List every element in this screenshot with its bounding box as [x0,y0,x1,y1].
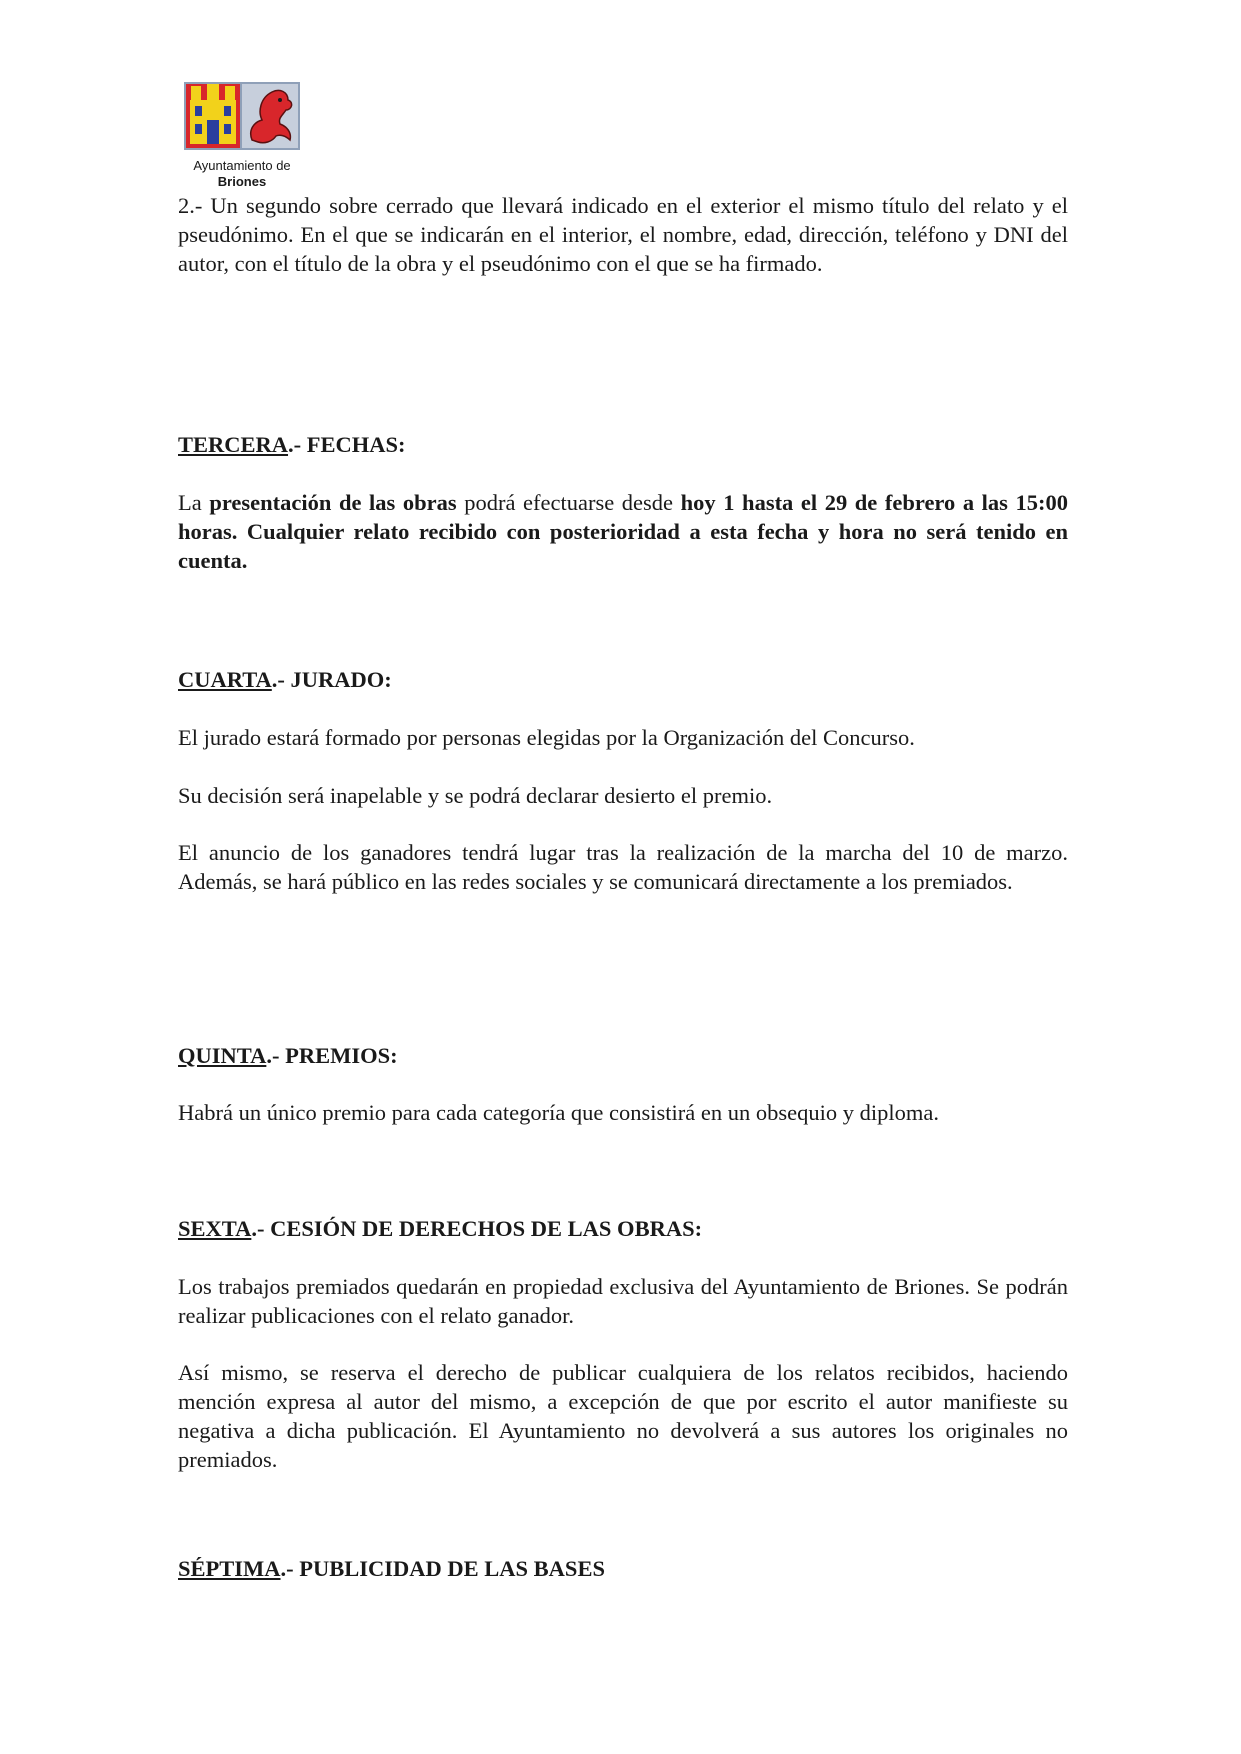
logo-caption-line2: Briones [217,174,267,189]
heading-label: SÉPTIMA [178,1556,281,1581]
cuarta-paragraph-3: El anuncio de los ganadores tendrá lugar tras la realización de la marcha del 10 de marzo. Además, se hará público en las redes sociales y se comunicará directamente a los premiados. [178,840,1068,894]
heading-title: .- FECHAS: [288,432,406,457]
intro-paragraph: 2.- Un segundo sobre cerrado que llevará indicado en el exterior el mismo título del relato y el pseudónimo. En el que se indicarán en el interior, el nombre, edad, dirección, teléfono y DNI del autor, con el título de la obra y el pseudónimo con el que se ha firmado. [178,193,1068,276]
text-run: La [178,490,210,515]
quinta-paragraph: Habrá un único premio para cada categoría que consistirá en un obsequio y diploma. [178,1100,939,1125]
coat-of-arms-icon [182,80,302,152]
heading-label: SEXTA [178,1216,252,1241]
sexta-paragraph-1: Los trabajos premiados quedarán en propiedad exclusiva del Ayuntamiento de Briones. Se podrán realizar publicaciones con el relato ganador. [178,1274,1068,1328]
heading-label: QUINTA [178,1043,267,1068]
cuarta-paragraph-2: Su decisión será inapelable y se podrá declarar desierto el premio. [178,783,773,808]
cuarta-paragraph-1: El jurado estará formado por personas elegidas por la Organización del Concurso. [178,725,915,750]
heading-title: .- PREMIOS: [266,1043,398,1068]
logo-caption-line1: Ayuntamiento de [193,158,291,173]
sexta-paragraph-2: Así mismo, se reserva el derecho de publicar cualquiera de los relatos recibidos, haciendo mención expresa al autor del mismo, a excepción de que por escrito el autor manifieste su negativa a dicha publicación. El Ayuntamiento no devolverá a sus autores los originales no premiados. [178,1360,1068,1472]
section-heading-cuarta [178,665,392,694]
heading-title: .- JURADO: [271,667,392,692]
heading-title: .- PUBLICIDAD DE LAS BASES [280,1556,605,1581]
section-heading-septima [178,1554,605,1583]
text-run: podrá efectuarse desde [456,490,681,515]
town-logo [178,80,308,189]
heading-title: .- CESIÓN DE DERECHOS DE LAS OBRAS: [251,1216,703,1241]
bold-run: hoy 1 hasta el 29 de febrero a las 15:00 horas. Cualquier relato recibido con posterioridad a esta fecha y hora no será tenido en cuenta. [178,490,1069,573]
section-heading-quinta [178,1041,398,1070]
tercera-paragraph [178,488,1068,575]
bold-run: presentación de las obras [209,490,457,515]
section-heading-tercera [178,430,406,459]
heading-label: TERCERA [178,432,289,457]
heading-label: CUARTA [178,667,272,692]
section-heading-sexta [178,1214,702,1243]
